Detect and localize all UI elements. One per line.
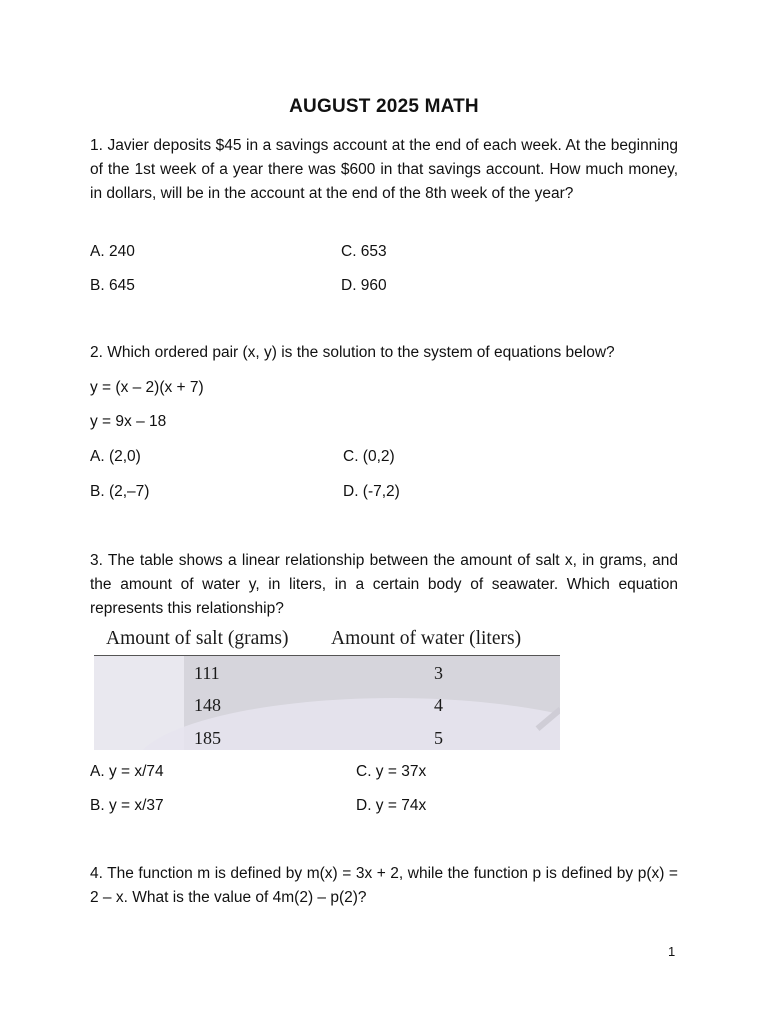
table-cell-water-1: 3 <box>434 663 443 683</box>
q3-choice-c: C. y = 37x <box>356 763 427 780</box>
question-4-text: 4. The function m is defined by m(x) = 3x + 2, while the function p is defined by p(x) = 2 – x. What is the value of 4m(2) – p(2)? <box>90 865 678 906</box>
question-3-text: 3. The table shows a linear relationship between the amount of salt x, in grams, and the amount of water y, in liters, in a certain body of seawater. Which equation represents this relationship? <box>90 552 678 617</box>
q1-choice-b: B. 645 <box>90 277 135 294</box>
salt-water-table <box>94 626 560 750</box>
q2-choice-c: C. (0,2) <box>343 448 395 465</box>
q3-choice-d: D. y = 74x <box>356 797 427 814</box>
table-cell-water-3: 5 <box>434 728 443 748</box>
q2-choice-d: D. (-7,2) <box>343 483 400 500</box>
page-title: AUGUST 2025 MATH <box>289 96 479 117</box>
page-number: 1 <box>668 944 676 959</box>
q1-choice-c: C. 653 <box>341 243 387 260</box>
q2-equation-1: y = (x – 2)(x + 7) <box>90 379 204 396</box>
table-cell-water-2: 4 <box>434 695 443 715</box>
q2-choice-b: B. (2,–7) <box>90 483 150 500</box>
q2-equation-2: y = 9x – 18 <box>90 413 167 430</box>
table-cell-salt-2: 148 <box>194 695 221 715</box>
q2-choice-a: A. (2,0) <box>90 448 141 465</box>
q3-choice-b: B. y = x/37 <box>90 797 164 814</box>
q1-choice-a: A. 240 <box>90 243 135 260</box>
q3-choice-a: A. y = x/74 <box>90 763 164 780</box>
table-header-salt: Amount of salt (grams) <box>106 628 289 649</box>
question-2-text: 2. Which ordered pair (x, y) is the solution to the system of equations below? <box>90 344 615 361</box>
table-header-water: Amount of water (liters) <box>331 628 522 649</box>
question-1-text: 1. Javier deposits $45 in a savings account at the end of each week. At the beginning of the 1st week of a year there was $600 in that savings account. How much money, in dollars, will be in the account at the end of the 8th week of the year? <box>90 137 678 202</box>
table-header-rule <box>94 655 560 656</box>
table-cell-salt-3: 185 <box>194 728 221 748</box>
table-cell-salt-1: 111 <box>194 663 220 683</box>
q1-choice-d: D. 960 <box>341 277 387 294</box>
